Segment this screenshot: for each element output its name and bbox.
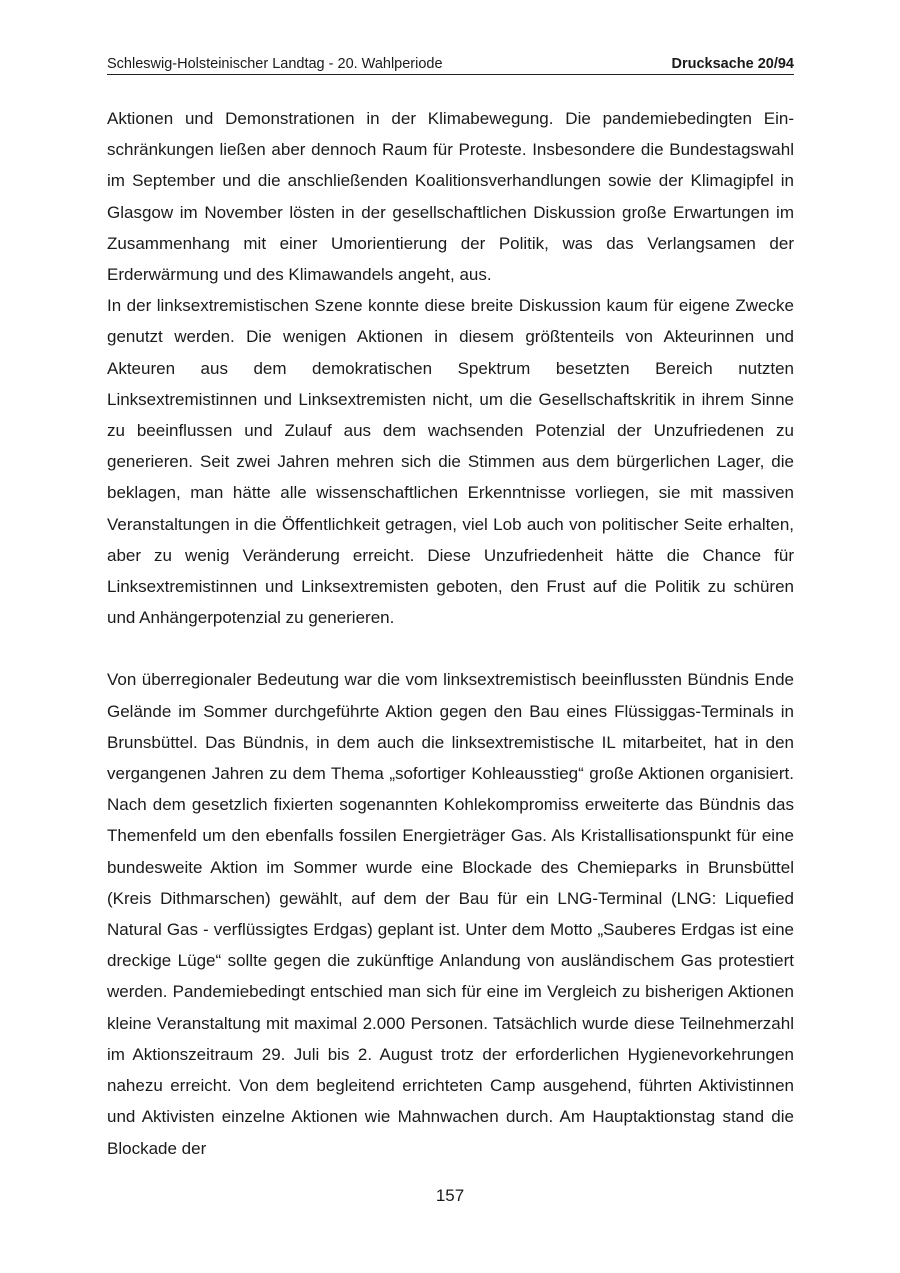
header-document-number: Drucksache 20/94 [671,56,794,72]
paragraph-spacer [107,633,794,664]
page-number: 157 [435,1186,465,1205]
paragraph-left-extremist-scene: In der linksextremistischen Szene konnte diese breite Diskussion kaum für eigene Zwecke genutzt werden. Die wenigen Aktionen in diesem größtenteils von Akteurinnen und Akteuren aus dem demokratischen Spektrum besetzten Bereich nutzten Linksextremistinnen und Linksextremisten nicht, um die Gesellschaftskritik in ihrem Sinne zu beeinflussen und Zulauf aus dem wachsenden Potenzial der Unzufriedenen zu generieren. Seit zwei Jahren mehren sich die Stimmen aus dem bürgerlichen Lager, die beklagen, man hätte alle wissenschaftlichen Erkenntnisse vorliegen, sie mit massiven Veranstaltungen in die Öffentlichkeit getragen, viel Lob auch von politischer Seite erhalten, aber zu wenig Veränderung erreicht. Diese Unzufriedenheit hätte die Chance für Linksextremistinnen und Linksextremisten geboten, den Frust auf die Politik zu schüren und Anhängerpotenzial zu generieren. [107,296,794,628]
header-parliament-title: Schleswig-Holsteinischer Landtag - 20. Wahlperiode [107,56,443,72]
body-text [107,103,794,1164]
page-header [107,54,794,75]
paragraph-climate-protests: Aktionen und Demonstrationen in der Klimabewegung. Die pandemiebedingten Einschränkungen ließen aber dennoch Raum für Proteste. Insbesondere die Bundestagswahl im September und die anschließenden Koalitionsverhandlungen sowie der Klimagipfel in Glasgow im November lösten in der gesellschaftlichen Diskussion große Erwartungen im Zusammenhang mit einer Umorientierung der Politik, was das Verlangsamen der Erderwärmung und des Klimawandels angeht, aus. [107,109,794,285]
paragraph-ende-gelaende-action: Von überregionaler Bedeutung war die vom linksextremistisch beeinflussten Bündnis Ende Gelände im Sommer durchgeführte Aktion gegen den Bau eines Flüssiggas-Terminals in Brunsbüttel. Das Bündnis, in dem auch die linksextremistische IL mitarbeitet, hat in den vergangenen Jahren zu dem Thema „sofortiger Kohleausstieg“ große Aktionen organisiert. Nach dem gesetzlich fixierten sogenannten Kohlekompromiss erweiterte das Bündnis das Themenfeld um den ebenfalls fossilen Energieträger Gas. Als Kristallisationspunkt für eine bundesweite Aktion im Sommer wurde eine Blockade des Chemieparks in Brunsbüttel (Kreis Dithmarschen) gewählt, auf dem der Bau für ein LNG-Terminal (LNG: Liquefied Natural Gas - verflüssigtes Erdgas) geplant ist. Unter dem Motto „Sauberes Erdgas ist eine dreckige Lüge“ sollte gegen die zukünftige Anlandung von ausländischem Gas protestiert werden. Pandemiebedingt entschied man sich für eine im Vergleich zu bisherigen Aktionen kleine Veranstaltung mit maximal 2.000 Personen. Tatsächlich wurde diese Teilnehmerzahl im Aktionszeitraum 29. Juli bis 2. August trotz der erforderlichen Hygienevorkehrungen nahezu erreicht. Von dem begleitend errichteten Camp ausgehend, führten Aktivistinnen und Aktivisten einzelne Aktionen wie Mahnwachen durch. Am Hauptaktionstag stand die Blockade der [107,670,794,1158]
